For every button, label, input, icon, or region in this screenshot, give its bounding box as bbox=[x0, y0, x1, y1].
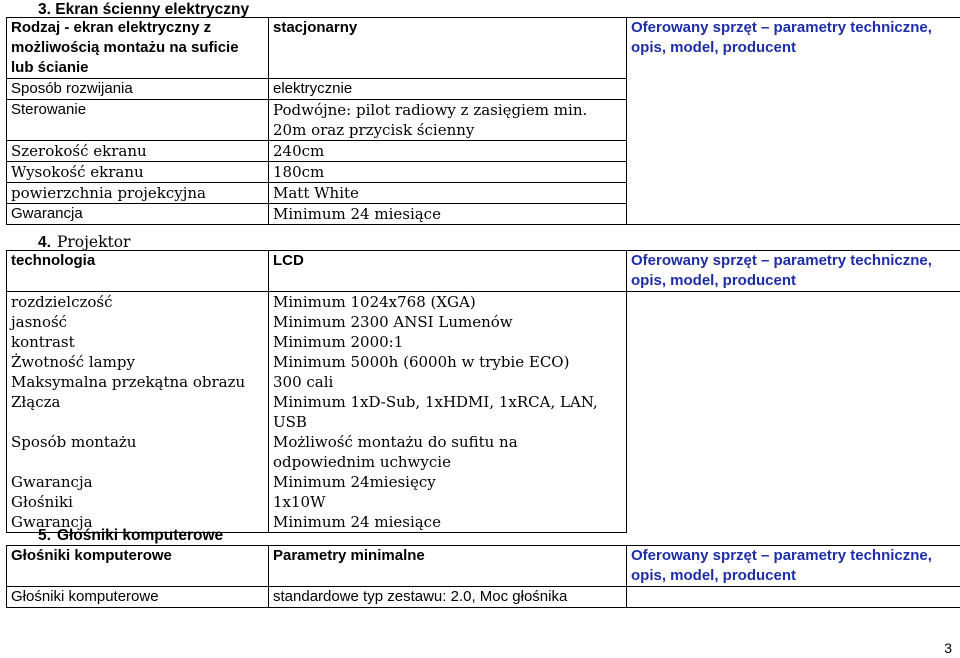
offer-cell: Oferowany sprzęt – parametry techniczne, opis, model, producent bbox=[627, 546, 960, 587]
row-value: Minimum 5000h (6000h w trybie ECO) bbox=[269, 352, 627, 372]
row-label: Głośniki bbox=[7, 492, 269, 512]
row-label: Sterowanie bbox=[7, 100, 269, 141]
row-label: Wysokość ekranu bbox=[7, 162, 269, 183]
table-header-row bbox=[7, 251, 960, 292]
section4-title: Projektor bbox=[57, 233, 131, 251]
row-value: 240cm bbox=[269, 141, 627, 162]
section4-number: 4. bbox=[38, 234, 51, 251]
section5-heading bbox=[38, 526, 223, 546]
section3-heading: 3. Ekran ścienny elektryczny bbox=[38, 0, 249, 20]
row-label: Sposób rozwijania bbox=[7, 79, 269, 100]
row-label: Maksymalna przekątna obrazu bbox=[7, 372, 269, 392]
row-value: 300 cali bbox=[269, 372, 627, 392]
table-header-row bbox=[7, 546, 960, 587]
row-label: jasność bbox=[7, 312, 269, 332]
row-value: standardowe typ zestawu: 2.0, Moc głośnika bbox=[269, 587, 627, 608]
speakers-spec-table bbox=[6, 545, 960, 608]
row-value: Możliwość montażu do sufitu na odpowiednim uchwycie bbox=[269, 432, 627, 472]
row-label: Gwarancja bbox=[7, 512, 269, 533]
row-value: Minimum 2300 ANSI Lumenów bbox=[269, 312, 627, 332]
offer-empty-cell bbox=[627, 587, 960, 608]
header-params-cell: Parametry minimalne bbox=[269, 546, 627, 587]
row-label: rozdzielczość bbox=[7, 292, 269, 313]
row-label: Gwarancja bbox=[7, 472, 269, 492]
row-value: Minimum 24 miesiące bbox=[269, 204, 627, 225]
header-speakers-cell: Głośniki komputerowe bbox=[7, 546, 269, 587]
row-value: Minimum 24 miesiące bbox=[269, 512, 627, 533]
row-value: 180cm bbox=[269, 162, 627, 183]
row-value: Minimum 2000:1 bbox=[269, 332, 627, 352]
offer-empty-cell bbox=[627, 292, 960, 533]
row-value: Podwójne: pilot radiowy z zasięgiem min. 20m oraz przycisk ścienny bbox=[269, 100, 627, 141]
row-value: Minimum 24miesięcy bbox=[269, 472, 627, 492]
row-label: powierzchnia projekcyjna bbox=[7, 183, 269, 204]
projector-spec-table bbox=[6, 250, 960, 533]
row-value: 1x10W bbox=[269, 492, 627, 512]
screen-spec-table bbox=[6, 17, 960, 225]
section5-title: Głośniki komputerowe bbox=[57, 527, 223, 544]
table-row bbox=[7, 587, 960, 608]
row-label: kontrast bbox=[7, 332, 269, 352]
header-technology-cell: technologia bbox=[7, 251, 269, 292]
row-label: Żwotność lampy bbox=[7, 352, 269, 372]
section5-number: 5. bbox=[38, 527, 51, 544]
row-value: Matt White bbox=[269, 183, 627, 204]
table-row bbox=[7, 292, 960, 313]
row-label: Gwarancja bbox=[7, 204, 269, 225]
row-label: Sposób montażu bbox=[7, 432, 269, 472]
row-value: Minimum 1024x768 (XGA) bbox=[269, 292, 627, 313]
header-lcd-cell: LCD bbox=[269, 251, 627, 292]
page-number: 3 bbox=[944, 638, 952, 658]
header-value-cell: stacjonarny bbox=[269, 18, 627, 79]
offer-cell: Oferowany sprzęt – parametry techniczne, opis, model, producent bbox=[627, 18, 960, 225]
row-label: Szerokość ekranu bbox=[7, 141, 269, 162]
row-label: Głośniki komputerowe bbox=[7, 587, 269, 608]
row-value: elektrycznie bbox=[269, 79, 627, 100]
offer-cell: Oferowany sprzęt – parametry techniczne, opis, model, producent bbox=[627, 251, 960, 292]
row-value: Minimum 1xD-Sub, 1xHDMI, 1xRCA, LAN, USB bbox=[269, 392, 627, 432]
table-header-row bbox=[7, 18, 960, 79]
header-type-cell: Rodzaj - ekran elektryczny z możliwością montażu na suficie lub ścianie bbox=[7, 18, 269, 79]
row-label: Złącza bbox=[7, 392, 269, 432]
